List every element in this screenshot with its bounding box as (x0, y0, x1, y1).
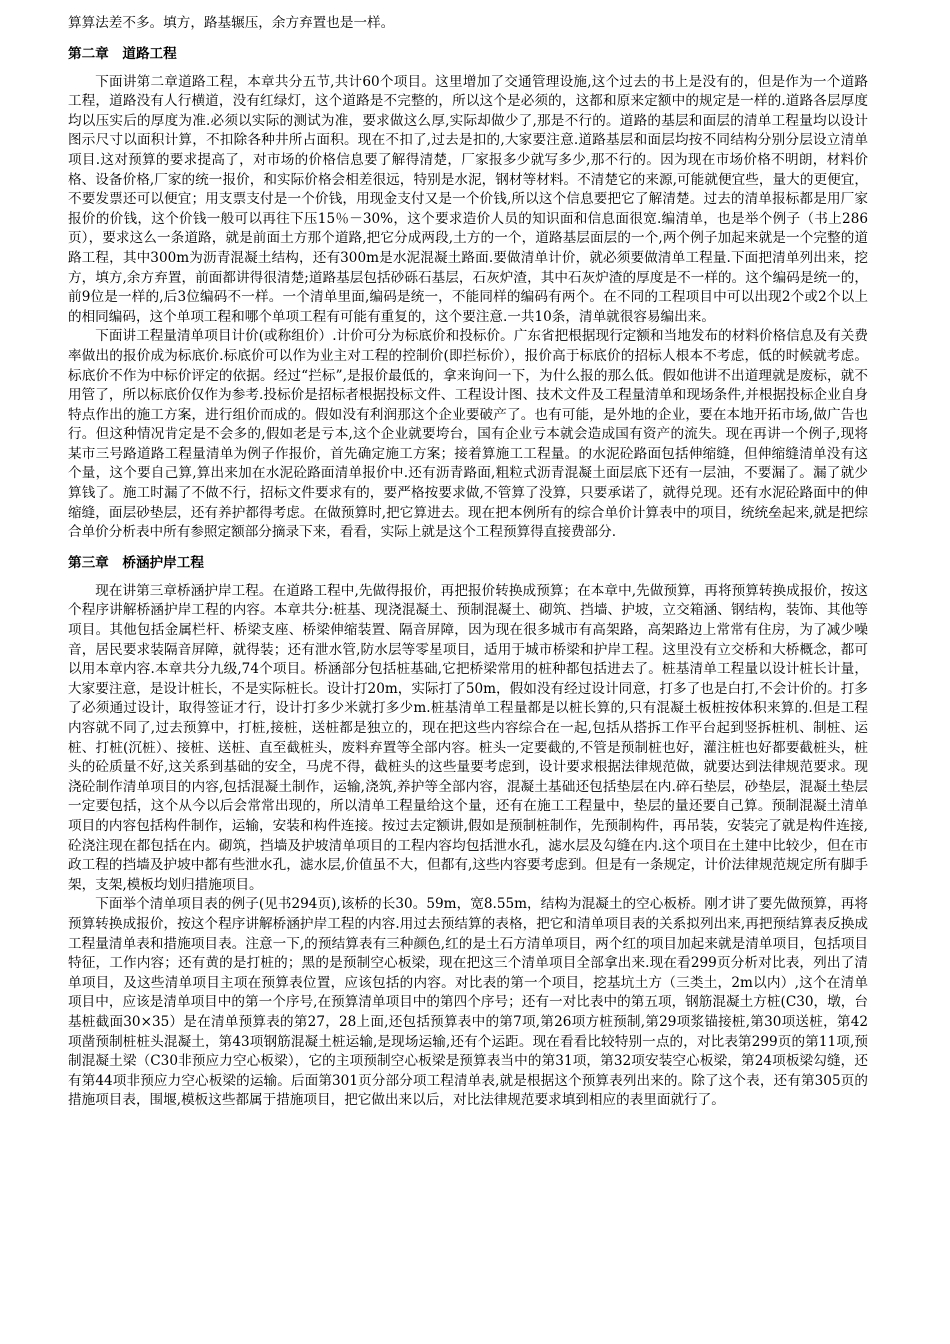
chapter-2-paragraph-2: 下面讲工程量清单项目计价(或称组价）.计价可分为标底价和投标价。广东省把根据现行定额和当地发布的材料价格信息及有关费率做出的报价成为标底价.标底价可以作为业主对工程的控制价(即拦标价），报价高于标底价的招标人根本不考虑，低的时候就考虑。标底价不作为中标价评定的依据。经过“拦标”,是报价最低的，拿来询问一下，为什么报的那么低。假如他讲不出道理就是废标，就不用管了，所以标底价仅作为参考.投标价是招标者根据投标文件、工程设计图、技术文件及工程量清单和现场条件,并根据投标企业自身特点作出的施工方案，进行组价而成的。假如没有利润那这个企业要破产了。也有可能，是外地的企业，要在本地开拓市场,做广告也行。但这种情况肯定是不会多的,假如老是亏本,这个企业就要垮台，国有企业亏本就会造成国有资产的流失。现在再讲一个例子,现将某市三号路道路工程量清单为例子作报价，首先确定施工方案；接着算施工工程量。的水泥砼路面包括伸缩缝，但伸缩缝清单没有这个量，这个要自己算,算出来加在水泥砼路面清单报价中.还有沥青路面,粗粒式沥青混凝土面层底下还有一层油，不要漏了。漏了就少算钱了。施工时漏了不做不行，招标文件要求有的，要严格按要求做,不管算了没算，只要承诺了，就得兑现。还有水泥砼路面中的伸缩缝，面层砂垫层，还有养护都得考虑。在做预算时,把它算进去。现在把本例所有的综合单价计算表中的项目，统统垒起来,就是把综合单价分析表中所有参照定额部分摘录下来，看看，实际上就是这个工程预算得直接费部分. (68, 328, 868, 541)
chapter-3-paragraph-2: 下面举个清单项目表的例子(见书294页),该桥的长30。59m，宽8.55m，结构为混凝土的空心板桥。刚才讲了要先做预算，再将预算转换成报价，按这个程序讲解桥涵护岸工程的内容.用过去预结算的表格，把它和清单项目表的关系拟列出来,再把预结算表反换成工程量清单表和措施项目表。注意一下,的预结算表有三种颜色,红的是土石方清单项目，两个红的项目加起来就是清单项目，包括项目特征，工作内容；还有黄的是打桩的；黑的是预制空心板梁，现在把这三个清单项目全部拿出来.现在看299页分析对比表，列出了清单项目，及这些清单项目主项在预算表位置，应该包括的内容。对比表的第一个项目，挖基坑土方（三类土，2m以内）,这个在清单项目中，应该是清单项目中的第一个序号,在预算清单项目中的第四个序号；还有一对比表中的第五项，钢筋混凝土方桩(C30，墩，台基桩截面30×35）是在清单预算表的第27，28上面,还包括预算表中的第7项,第26项方桩预制,第29项浆锚接桩,第30项送桩，第42项凿预制桩桩头混凝土，第43项钢筋混凝土桩运输,是现场运输,还有个运距。现在看看比较特别一点的，对比表第299页的第11项,预制混凝土梁（C30非预应力空心板梁），它的主项预制空心板梁是预算表当中的第31项，第32项安装空心板梁，第24项板梁勾缝，还有第44项非预应力空心板梁的运输。后面第301页分部分项工程清单表,就是根据这个预算表列出来的。除了这个表，还有第305页的措施项目表，围堰,模板这些都属于措施项目，把它做出来以后，对比法律规范要求填到相应的表里面就行了。 (68, 896, 868, 1109)
chapter-3-paragraph-1: 现在讲第三章桥涵护岸工程。在道路工程中,先做得报价，再把报价转换成预算；在本章中,先做预算，再将预算转换成报价，按这个程序讲解桥涵护岸工程的内容。本章共分:桩基、现浇混凝土、预制混凝土、砌筑、挡墙、护坡，立交箱涵、钢结构，装饰、其他等项目。其他包括金属栏杆、桥梁支座、桥梁伸缩装置、隔音屏障，因为现在很多城市有高架路，高架路边上常常有住房，为了减少噪音，居民要求装隔音屏障，就得装；还有泄水管,防水层等零星项目，适用于城市桥梁和护岸工程。这里没有立交桥和大桥概念，都可以用本章内容.本章共分九级,74个项目。桥涵部分包括桩基础,它把桥梁常用的桩种都包括进去了。桩基清单工程量以设计桩长计量，大家要注意，是设计桩长，不是实际桩长。设计打20m，实际打了50m，假如没有经过设计同意，打多了也是白打,不会计价的。打多了必须通过设计，取得签证才行，设计打多少米就打多少m.桩基清单工程量都是以桩长算的,只有混凝土板桩按体积来算的.但是工程内容就不同了,过去预算中，打桩,接桩，送桩都是独立的，现在把这些内容综合在一起,包括从搭拆工作平台起到竖拆桩机、制桩、运桩、打桩(沉桩）、接桩、送桩、直至截桩头，废料弃置等全部内容。桩头一定要截的,不管是预制桩也好，灌注桩也好都要截桩头，桩头的砼质量不好,这关系到基础的安全，马虎不得，截桩头的这些量要考虑到，设计要求根据法律规范做，就要达到法律规范要求。现浇砼制作清单项目的内容,包括混凝土制作，运输,浇筑,养护等全部内容，混凝土基础还包括垫层在内.碎石垫层，砂垫层，混凝土垫层一定要包括，这个从今以后会常常出现的，所以清单工程量给这个量，还有在施工工程量中，垫层的量还要自己算。预制混凝土清单项目的内容包括构件制作，运输，安装和构件连接。按过去定额讲,假如是预制桩制作，先预制构件，再吊装，安装完了就是构件连接,砼浇注现在都包括在内。砌筑，挡墙及护坡清单项目的工程内容均包括泄水孔，滤水层及勾缝在内.这个项目在土建中比较少，但在市政工程的挡墙及护坡中都有些泄水孔，滤水层,价值虽不大，但都有,这些内容要考虑到。但是有一条规定，计价法律规范规定所有脚手架，支架,模板均划归措施项目。 (68, 582, 868, 893)
intro-paragraph: 算算法差不多。填方，路基辗压，余方弃置也是一样。 (68, 15, 395, 31)
chapter-3-heading: 第三章 桥涵护岸工程 (68, 554, 204, 571)
chapter-2-paragraph-1: 下面讲第二章道路工程，本章共分五节,共计60个项目。这里增加了交通管理设施,这个过去的书上是没有的，但是作为一个道路工程，道路没有人行横道，没有红绿灯，这个道路是不完整的，所以这个是必须的，这都和原来定额中的规定是一样的.道路各层厚度均以压实后的厚度为准.必须以实际的测试为准，要求做这么厚,实际却做少了,那是不行的。道路的基层和面层的清单工程量均以设计图示尺寸以面积计算，不扣除各种井所占面积。现在不扣了,过去是扣的,大家要注意.道路基层和面层均按不同结构分别分层设立清单项目.这对预算的要求提高了，对市场的价格信息要了解得清楚，厂家报多少就写多少,那不行的。因为现在市场价格不明朗，材料价格、设备价格,厂家的统一报价，和实际价格会相差很远，特别是水泥，钢材等材料。不清楚它的来源,可能就便宜些，量大的更便宜，不要发票还可以便宜；用支票支付是一个价钱，用现金支付又是一个价钱,所以这个信息要把它了解清楚。过去的清单报标都是用厂家报价的价钱，这个价钱一般可以再往下压15％－30%，这个要求造价人员的知识面和信息面很宽.编清单，也是举个例子（书上286页），要求这么一条道路，就是前面土方那个道路,把它分成两段,土方的一个，道路基层面层的一个,两个例子加起来就是一个完整的道路工程，其中300m为沥青混凝土结构，还有300m是水泥混凝土路面.要做清单计价，就必须要做清单工程量.下面把清单列出来，挖方，填方,余方弃置，前面都讲得很清楚;道路基层包括砂砾石基层，石灰炉渣，其中石灰炉渣的厚度是不一样的。这个编码是统一的，前9位是一样的,后3位编码不一样。一个清单里面,编码是统一，不能同样的编码有两个。在不同的工程项目中可以出现2个或2个以上的相同编码，这个单项工程和哪个单项工程有可能有重复的，这个要注意.一共10条，清单就很容易编出来。 (68, 73, 868, 325)
chapter-2-heading: 第二章 道路工程 (68, 45, 177, 62)
